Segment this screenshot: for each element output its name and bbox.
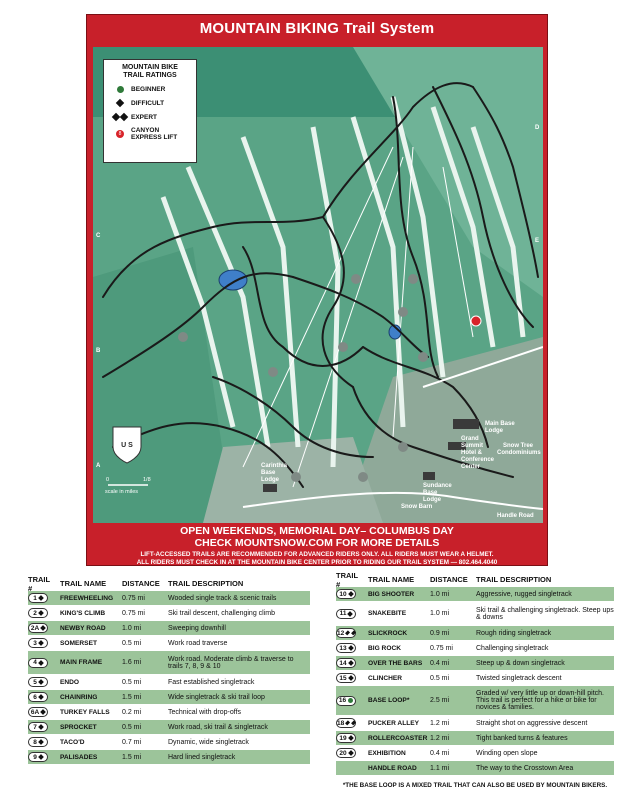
trail-description: Work road. Moderate climb & traverse to trails 7, 8, 9 & 10 [168, 655, 294, 670]
header-num: TRAIL # [28, 574, 50, 593]
lift-station [398, 442, 408, 452]
trail-name: EXHIBITION [368, 749, 406, 757]
trail-number-badge [336, 658, 356, 668]
trail-name: ENDO [60, 678, 80, 686]
diamond-icon [348, 735, 354, 741]
trail-distance: 0.5 mi [430, 674, 450, 682]
trail-number-badge [28, 677, 48, 687]
diamond-icon [38, 724, 44, 730]
trail-number-badge [28, 623, 48, 633]
trail-name: NEWBY ROAD [60, 624, 106, 632]
trail-description: Dynamic, wide singletrack [168, 738, 249, 746]
trail-distance: 0.75 mi [122, 609, 145, 617]
trail-name: ROLLERCOASTER [368, 734, 428, 742]
trail-description: Twisted singletrack descent [476, 674, 562, 682]
diamond-icon [348, 611, 354, 617]
header-name: TRAIL NAME [368, 575, 415, 584]
trail-number: 5 [33, 678, 37, 686]
lift-station [338, 342, 348, 352]
table-row [28, 591, 310, 606]
footer-headline-1: OPEN WEEKENDS, MEMORIAL DAY– COLUMBUS DAY [180, 525, 454, 537]
trail-description: Fast established singletrack [168, 678, 255, 686]
beginner-circle-icon [117, 86, 124, 93]
header-description: TRAIL DESCRIPTION [168, 579, 244, 588]
lift-station [268, 367, 278, 377]
table-row [28, 621, 310, 636]
trail-rows-right [336, 587, 614, 776]
footer-headline-2: CHECK MOUNTSNOW.COM FOR MORE DETAILS [194, 537, 440, 549]
trail-number-badge [336, 673, 356, 683]
trail-number: 16 [338, 697, 347, 704]
trail-description: Wooded single track & scenic trails [168, 594, 277, 602]
lift-station [398, 307, 408, 317]
trail-number: 18 [337, 719, 345, 727]
expert-diamond-icon [120, 113, 128, 121]
table-row [28, 750, 310, 765]
trail-description: Work road, ski trail & singletrack [168, 723, 268, 731]
scale-zero: 0 [106, 477, 110, 483]
trail-distance: 0.5 mi [122, 639, 142, 647]
trail-distance: 1.5 mi [122, 753, 142, 761]
legend-difficult [109, 98, 191, 108]
trail-number-badge [28, 707, 48, 717]
footer-warning-1: LIFT-ACCESSED TRAILS ARE RECOMMENDED FOR ADVANCED RIDERS ONLY. ALL RIDERS MUST WEAR A HELMET. [140, 551, 494, 558]
difficult-diamond-icon [116, 99, 124, 107]
legend-beginner [109, 84, 191, 94]
table-row [336, 671, 614, 686]
diamond-icon [348, 675, 354, 681]
trail-number: 2 [33, 609, 37, 617]
trail-number-badge [28, 722, 48, 732]
label-sundance-2: Base [423, 490, 438, 496]
trail-number-badge [28, 752, 48, 762]
diamond-icon [348, 645, 354, 651]
label-grand-summit-2: Summit [461, 443, 484, 449]
diamond-icon [348, 591, 354, 597]
trail-number: 9 [33, 753, 37, 761]
diamond-icon [345, 720, 350, 725]
diamond-icon [38, 595, 44, 601]
label-main-base-2: Lodge [485, 428, 503, 434]
trail-distance: 1.2 mi [430, 734, 450, 742]
map-title: MOUNTAIN BIKING Trail System [199, 20, 435, 37]
table-row [336, 602, 614, 626]
trail-description: Sweeping downhill [168, 624, 226, 632]
trail-table-left [28, 576, 310, 765]
trail-distance: 1.0 mi [122, 624, 142, 632]
trail-number: 4 [33, 659, 37, 666]
table-row [336, 587, 614, 602]
trail-number-badge [28, 737, 48, 747]
trail-name: BIG SHOOTER [368, 590, 415, 598]
trail-description: The way to the Crosstown Area [476, 764, 574, 772]
table-row [28, 636, 310, 651]
diamond-icon [38, 739, 44, 745]
trail-distance: 0.75 mi [122, 594, 145, 602]
trail-number: 14 [339, 659, 347, 667]
trail-distance: 2.5 mi [430, 697, 450, 704]
diamond-icon [351, 630, 356, 635]
header-name: TRAIL NAME [60, 579, 107, 588]
trail-description: Tight banked turns & features [476, 734, 568, 742]
footer-warning-2: ALL RIDERS MUST CHECK IN AT THE MOUNTAIN BIKE CENTER PRIOR TO RIDING OUR TRAIL SYSTEM — 802.464.4040 [136, 559, 498, 566]
table-row [336, 761, 614, 776]
trail-description: Challenging singletrack [476, 644, 549, 652]
legend-beginner-label: BEGINNER [131, 85, 166, 93]
grid-letter-b: B [96, 348, 101, 354]
trail-name: SLICKROCK [368, 629, 408, 637]
trail-number: 15 [339, 674, 347, 682]
legend-lift-label-1: CANYON [131, 127, 160, 134]
trail-name: OVER THE BARS [368, 659, 423, 667]
lift-circle-icon: 8 [116, 130, 124, 138]
building-carinthia [263, 484, 277, 492]
table-row [28, 720, 310, 735]
trail-name: CLINCHER [368, 674, 403, 682]
trail-description: Ski trail & challenging singletrack. Steep ups & downs [476, 606, 614, 621]
label-sundance-1: Sundance [423, 483, 452, 489]
trail-name: PALISADES [60, 753, 98, 761]
trail-ratings-legend [103, 59, 197, 163]
label-grand-summit-3: Hotel & [461, 450, 482, 456]
lift-station [178, 332, 188, 342]
trail-number-badge [28, 608, 48, 618]
trail-name: KING'S CLIMB [60, 609, 106, 617]
trail-description: Winding open slope [476, 749, 538, 757]
table-row [336, 746, 614, 761]
label-sundance-3: Lodge [423, 497, 441, 503]
trail-name: BIG ROCK [368, 644, 401, 652]
lift-station [358, 472, 368, 482]
lift-station [418, 352, 428, 362]
trail-description: Steep up & down singletrack [476, 659, 565, 667]
grid-letter-a: A [96, 463, 101, 469]
trail-name: TACO'D [60, 738, 85, 746]
trail-distance: 1.5 mi [122, 693, 142, 701]
table-row [28, 651, 310, 675]
trail-number: 19 [339, 734, 347, 742]
trail-distance: 0.9 mi [430, 629, 450, 637]
trail-name: TURKEY FALLS [60, 708, 110, 716]
trail-number-badge [28, 658, 48, 668]
trail-distance: 0.5 mi [122, 678, 142, 686]
trail-description: Wide singletrack & ski trail loop [168, 693, 265, 701]
trail-name: HANDLE ROAD [368, 764, 417, 772]
legend-lift [109, 126, 191, 142]
map-footer [87, 525, 547, 567]
trail-map-frame [86, 14, 548, 566]
table-row [28, 705, 310, 720]
label-snow-tree-1: Snow Tree [503, 443, 534, 449]
scale-eighth: 1/8 [143, 477, 151, 483]
header-num: TRAIL # [336, 570, 358, 589]
table-row [28, 606, 310, 621]
diamond-icon [38, 610, 44, 616]
scale-label: scale in miles [105, 489, 139, 495]
trail-number: 3 [33, 639, 37, 647]
trail-description: Hard lined singletrack [168, 753, 236, 761]
lift-station [408, 274, 418, 284]
lift-station [291, 472, 301, 482]
legend-title-1: MOUNTAIN BIKE [122, 64, 178, 71]
trail-name: MAIN FRAME [60, 659, 103, 666]
trail-number-badge [336, 733, 356, 743]
trail-number: 10 [339, 590, 347, 598]
diamond-icon [351, 720, 356, 725]
trail-name: SOMERSET [60, 639, 98, 647]
trail-number-badge [336, 718, 356, 728]
green-circle-icon [348, 698, 353, 703]
trail-number-badge [336, 609, 356, 619]
table-row [336, 716, 614, 731]
trail-distance: 0.7 mi [122, 738, 142, 746]
trail-distance: 0.4 mi [430, 749, 450, 757]
trail-name: BASE LOOP* [368, 697, 410, 704]
trail-number-badge [28, 692, 48, 702]
trail-description: Technical with drop-offs [168, 708, 242, 716]
trail-number: 2A [30, 624, 40, 632]
header-description: TRAIL DESCRIPTION [476, 575, 552, 584]
legend-lift-label-2: EXPRESS LIFT [131, 134, 178, 141]
table-row [28, 735, 310, 750]
trail-distance: 0.2 mi [122, 708, 142, 716]
table-row [28, 690, 310, 705]
trail-number-badge [336, 748, 356, 758]
forest-service-label: U S [121, 442, 133, 449]
trail-name: FREEWHEELING [60, 594, 114, 602]
trail-distance: 1.0 mi [430, 610, 450, 617]
trail-distance: 1.1 mi [430, 764, 450, 772]
trail-number: 11 [339, 610, 347, 617]
label-main-base-1: Main Base [485, 421, 515, 427]
trail-description: Graded w/ very little up or down-hill pitch. This trail is perfect for a hike or bike for novices & families. [476, 690, 604, 711]
label-handle-road: Handle Road [497, 513, 534, 519]
trail-rows-left [28, 591, 310, 765]
diamond-icon [345, 630, 350, 635]
legend-expert-label: EXPERT [131, 113, 158, 121]
trail-number: 13 [339, 644, 347, 652]
grid-letter-d: D [535, 125, 540, 131]
trail-distance: 1.6 mi [122, 659, 142, 666]
diamond-icon [40, 625, 46, 631]
pond-west [219, 270, 247, 290]
label-snow-barn: Snow Barn [401, 504, 433, 510]
canyon-express-lift-icon [471, 316, 481, 326]
trail-map[interactable] [93, 47, 543, 523]
trail-description: Rough riding singletrack [476, 629, 552, 637]
trail-name: SNAKEBITE [368, 610, 407, 617]
trail-number: 6 [33, 693, 37, 701]
diamond-icon [348, 750, 354, 756]
label-grand-summit-4: Conference [461, 457, 495, 463]
trail-distance: 0.4 mi [430, 659, 450, 667]
table-row [336, 686, 614, 716]
table-row [28, 675, 310, 690]
label-grand-summit-1: Grand [461, 436, 479, 442]
trail-name: CHAINRING [60, 693, 98, 701]
grid-letter-e: E [535, 238, 540, 244]
legend-title-2: TRAIL RATINGS [123, 72, 177, 79]
diamond-icon [38, 679, 44, 685]
trail-name: PUCKER ALLEY [368, 719, 420, 727]
label-snow-tree-2: Condominiums [497, 450, 541, 456]
table-row [336, 641, 614, 656]
trail-description: Work road traverse [168, 639, 228, 647]
legend-difficult-label: DIFFICULT [131, 99, 165, 107]
header-distance: DISTANCE [430, 575, 468, 584]
table-row [336, 626, 614, 641]
base-loop-footnote: *THE BASE LOOP IS A MIXED TRAIL THAT CAN ALSO BE USED BY MOUNTAIN BIKERS. [342, 782, 608, 789]
trail-distance: 1.2 mi [430, 719, 450, 727]
lift-station [351, 274, 361, 284]
diamond-icon [38, 754, 44, 760]
building-sundance [423, 472, 435, 480]
diamond-icon [40, 709, 46, 715]
trail-number-badge [336, 589, 356, 599]
trail-distance: 0.5 mi [122, 723, 142, 731]
diamond-icon [38, 694, 44, 700]
trail-number-badge [336, 696, 356, 706]
trail-number: 7 [33, 723, 37, 731]
trail-number: 6A [30, 708, 40, 716]
trail-number-badge [28, 638, 48, 648]
building-main-base [453, 419, 479, 429]
table-header [28, 576, 310, 591]
trail-table-right [336, 572, 614, 776]
trail-description: Ski trail descent, challenging climb [168, 609, 275, 617]
diamond-icon [38, 660, 44, 666]
trail-name: SPROCKET [60, 723, 97, 731]
trail-number-badge [336, 628, 356, 638]
legend-expert [109, 112, 191, 122]
label-carinthia-1: Carinthia [261, 463, 288, 469]
diamond-icon [348, 660, 354, 666]
trail-number: 8 [33, 738, 37, 746]
table-header [336, 572, 614, 587]
header-distance: DISTANCE [122, 579, 160, 588]
trail-distance: 1.0 mi [430, 590, 450, 598]
trail-number: 20 [339, 749, 347, 757]
trail-number: 1 [33, 594, 37, 602]
label-grand-summit-5: Center [461, 464, 481, 470]
trail-description: Straight shot on aggressive descent [476, 719, 588, 727]
label-carinthia-2: Base [261, 470, 276, 476]
trail-number-badge [336, 643, 356, 653]
trail-distance: 0.75 mi [430, 644, 453, 652]
grid-letter-c: C [96, 233, 101, 239]
label-carinthia-3: Lodge [261, 477, 279, 483]
trail-number-badge [28, 593, 48, 603]
trail-description: Aggressive, rugged singletrack [476, 590, 572, 598]
table-row [336, 656, 614, 671]
trail-number: 12 [337, 629, 345, 637]
table-row [336, 731, 614, 746]
diamond-icon [38, 640, 44, 646]
